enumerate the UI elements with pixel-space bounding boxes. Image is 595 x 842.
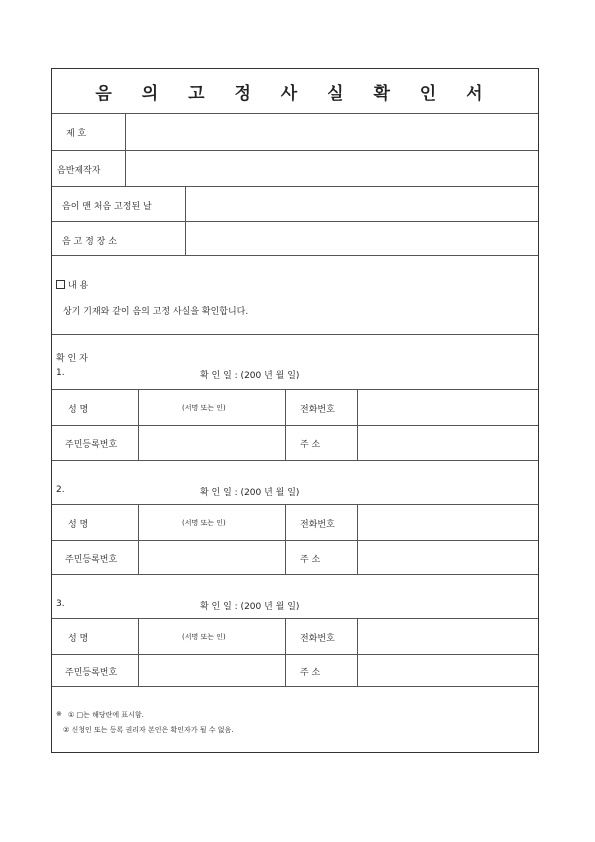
producer-label: 음반제작자 — [57, 166, 101, 176]
first-fixed-date-row — [52, 187, 538, 222]
confirmer-2-phone-field[interactable] — [358, 505, 538, 540]
confirmer-3-phone-label: 전화번호 — [300, 634, 335, 644]
confirmer-3-phone-field[interactable] — [358, 619, 538, 654]
confirmer-1-id-label: 주민등록번호 — [65, 440, 118, 450]
content-section — [52, 256, 538, 335]
fixed-place-field[interactable] — [186, 222, 538, 255]
title-row — [52, 69, 538, 114]
fixed-place-label: 음 고 정 장 소 — [62, 237, 117, 247]
confirmer-2-date: 확 인 일 : (200 년 월 일) — [200, 488, 300, 498]
confirmer-2-address-label: 주 소 — [300, 555, 321, 565]
content-label: 내 용 — [56, 278, 88, 291]
confirmer-1-number: 1. — [56, 368, 65, 378]
producer-row — [52, 151, 538, 187]
confirmer-1-name-label: 성 명 — [68, 405, 89, 415]
confirmers-section — [52, 335, 538, 686]
confirmer-2-phone-label: 전화번호 — [300, 520, 335, 530]
confirmer-1-date: 확 인 일 : (200 년 월 일) — [200, 371, 300, 381]
confirmer-2-sign-hint: (서명 또는 인) — [182, 519, 226, 527]
confirmer-1-sign-hint: (서명 또는 인) — [182, 404, 226, 412]
confirmer-3-number: 3. — [56, 599, 65, 609]
notes-mark: ※ — [56, 710, 62, 718]
confirmer-3-name-label: 성 명 — [68, 634, 89, 644]
confirmer-1-address-field[interactable] — [358, 426, 538, 460]
confirmation-form — [51, 68, 539, 753]
producer-field[interactable] — [126, 151, 538, 186]
confirmer-2-id-field[interactable] — [139, 541, 285, 574]
title-no-label: 제 호 — [66, 129, 87, 139]
checkbox-icon — [56, 280, 65, 289]
first-fixed-date-field[interactable] — [186, 187, 538, 221]
notes-section — [52, 686, 538, 752]
note-1: ① □는 해당란에 표시함. — [68, 711, 144, 719]
confirmer-2-name-label: 성 명 — [68, 520, 89, 530]
confirmer-1-phone-field[interactable] — [358, 390, 538, 425]
confirmer-2-address-field[interactable] — [358, 541, 538, 574]
confirmer-2-id-label: 주민등록번호 — [65, 555, 118, 565]
confirmer-3-date: 확 인 일 : (200 년 월 일) — [200, 602, 300, 612]
confirmer-3-table — [52, 618, 538, 686]
confirmer-2-number: 2. — [56, 485, 65, 495]
title-no-row — [52, 114, 538, 151]
note-2: ② 신청인 또는 등록 권리자 본인은 확인자가 될 수 없음. — [63, 726, 234, 734]
title-no-field[interactable] — [126, 114, 538, 150]
confirmer-3-id-label: 주민등록번호 — [65, 668, 118, 678]
confirmer-1-name-field[interactable] — [139, 390, 285, 425]
confirmer-2-table — [52, 504, 538, 575]
confirmer-3-name-field[interactable] — [139, 619, 285, 654]
confirmer-3-address-label: 주 소 — [300, 668, 321, 678]
page-title: 음 의 고 정 사 실 확 인 서 — [95, 84, 495, 104]
confirmers-heading: 확 인 자 — [56, 354, 88, 364]
confirmer-1-table — [52, 389, 538, 461]
confirmer-3-address-field[interactable] — [358, 655, 538, 686]
content-text: 상기 기재와 같이 음의 고정 사실을 확인합니다. — [63, 307, 249, 317]
confirmer-1-phone-label: 전화번호 — [300, 405, 335, 415]
confirmer-3-id-field[interactable] — [139, 655, 285, 686]
confirmer-1-id-field[interactable] — [139, 426, 285, 460]
fixed-place-row — [52, 222, 538, 256]
confirmer-1-address-label: 주 소 — [300, 440, 321, 450]
confirmer-3-sign-hint: (서명 또는 인) — [182, 633, 226, 641]
first-fixed-date-label: 음이 맨 처음 고정된 날 — [62, 202, 152, 212]
confirmer-2-name-field[interactable] — [139, 505, 285, 540]
